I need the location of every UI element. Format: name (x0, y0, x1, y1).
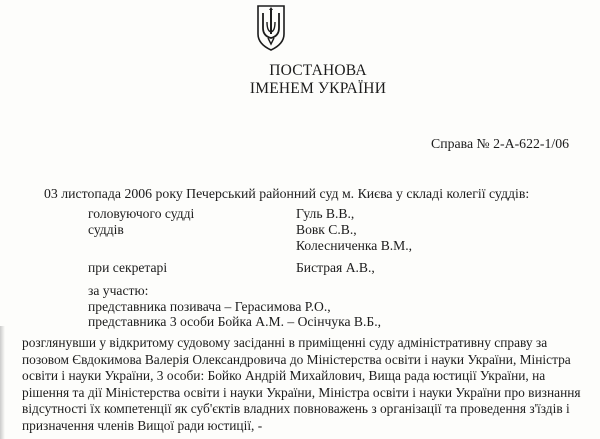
body-line: рішення та дії Міністерства освіти і науки України, Міністра освіти і науки України про визнання (22, 384, 581, 400)
body-line: позовом Євдокимова Валерія Олександровича до Міністерства освіти і науки України, Міністра (22, 351, 571, 367)
judge-name: Колесниченка В.М., (296, 238, 413, 253)
document-title: ПОСТАНОВА (269, 62, 367, 79)
scan-edge-shadow (0, 326, 5, 439)
presiding-judge-label: головуючого судді (88, 206, 195, 221)
document-subtitle: ІМЕНЕМ УКРАЇНИ (249, 80, 387, 97)
secretary-label: при секретарі (88, 260, 168, 275)
judge-name: Вовк С.В., (296, 222, 357, 237)
participants-label: за участю: (88, 283, 149, 298)
ukraine-trident-emblem-icon (256, 4, 286, 52)
body-line: відсутності їх компетенції як суб'єктів владних повноважень з організації та проведення з'їздів і (22, 401, 570, 416)
secretary-name: Бистрая А.В., (296, 260, 375, 275)
intro-line: 03 листопада 2006 року Печерський районний суд м. Києва у складі колегії суддів: (44, 186, 530, 201)
body-line: освіти і науки України, 3 особи: Бойко Андрій Михайлович, Вища рада юстиції України, на (22, 368, 546, 383)
case-number: Справа № 2-А-622-1/06 (431, 136, 569, 151)
plaintiff-representative: представника позивача – Герасимова Р.О., (88, 299, 331, 314)
body-line: призначення членів Вищої ради юстиції, - (22, 417, 263, 433)
ruling-body (22, 335, 581, 434)
body-line: розглянувши у відкритому судовому засіданні в приміщенні суду адміністративну справу за (22, 335, 548, 350)
presiding-judge-name: Гуль В.В., (296, 206, 355, 221)
third-party-representative: представника 3 особи Бойка А.М. – Осінчука В.Б., (88, 314, 382, 329)
judges-label: суддів (88, 222, 124, 237)
